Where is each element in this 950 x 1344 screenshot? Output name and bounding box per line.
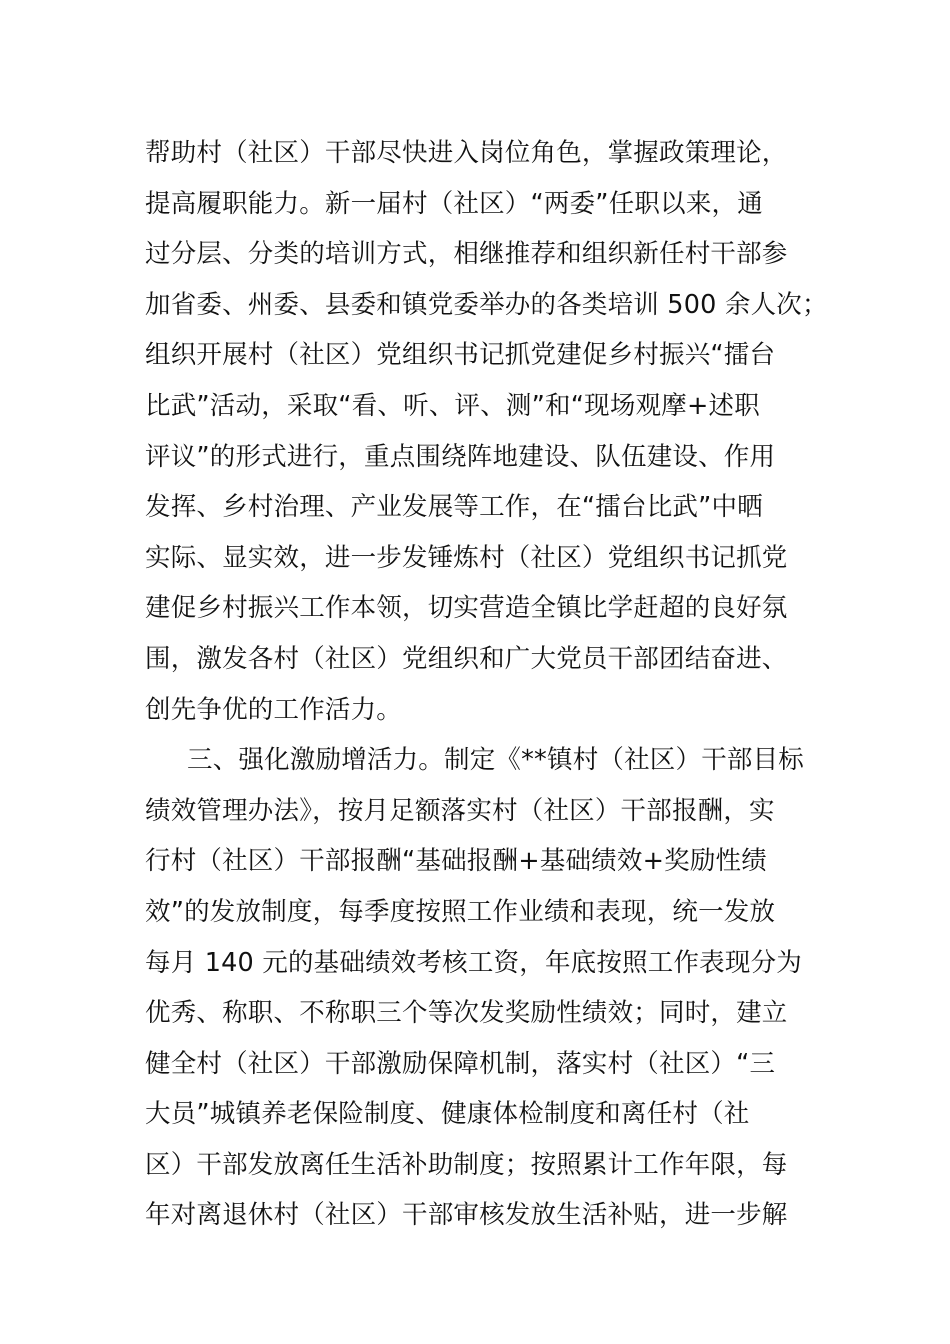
text-line: 围，激发各村（社区）党组织和广大党员干部团结奋进、 <box>145 643 788 674</box>
text-line: 每月 140 元的基础绩效考核工资，年底按照工作表现分为 <box>145 947 802 978</box>
text-line: 加省委、州委、县委和镇党委举办的各类培训 500 余人次； <box>145 289 828 320</box>
text-line: 组织开展村（社区）党组织书记抓党建促乡村振兴“擂台 <box>145 340 776 371</box>
text-line: 评议”的形式进行，重点围绕阵地建设、队伍建设、作用 <box>145 441 776 472</box>
text-line: 绩效管理办法》，按月足额落实村（社区）干部报酬，实 <box>145 795 775 826</box>
text-line: 健全村（社区）干部激励保障机制，落实村（社区）“三 <box>145 1048 776 1079</box>
document-body <box>145 128 828 1241</box>
paragraph-incentives <box>145 735 825 1241</box>
section-heading-line: 三、强化激励增活力。制定《**镇村（社区）干部目标 <box>187 745 805 776</box>
text-line: 大员”城镇养老保险制度、健康体检制度和离任村（社 <box>145 1099 750 1130</box>
paragraph-training <box>145 128 828 735</box>
text-line: 比武”活动，采取“看、听、评、测”和“现场观摩+述职 <box>145 390 760 421</box>
text-line: 年对离退休村（社区）干部审核发放生活补贴，进一步解 <box>145 1200 788 1231</box>
text-line: 实际、显实效，进一步发锤炼村（社区）党组织书记抓党 <box>145 542 788 573</box>
text-line: 创先争优的工作活力。 <box>145 694 403 725</box>
text-line: 帮助村（社区）干部尽快进入岗位角色，掌握政策理论， <box>145 138 788 168</box>
text-line: 提高履职能力。新一届村（社区）“两委”任职以来，通 <box>145 188 763 219</box>
text-line: 发挥、乡村治理、产业发展等工作，在“擂台比武”中晒 <box>145 492 763 523</box>
text-line: 优秀、称职、不称职三个等次发奖励性绩效；同时，建立 <box>145 998 788 1029</box>
text-line: 建促乡村振兴工作本领，切实营造全镇比学赶超的良好氛 <box>145 593 788 624</box>
text-line: 行村（社区）干部报酬“基础报酬+基础绩效+奖励性绩 <box>145 846 767 877</box>
text-line: 过分层、分类的培训方式，相继推荐和组织新任村干部参 <box>145 239 788 270</box>
text-line: 效”的发放制度，每季度按照工作业绩和表现，统一发放 <box>145 896 776 927</box>
text-line: 区）干部发放离任生活补助制度；按照累计工作年限，每 <box>145 1149 788 1180</box>
